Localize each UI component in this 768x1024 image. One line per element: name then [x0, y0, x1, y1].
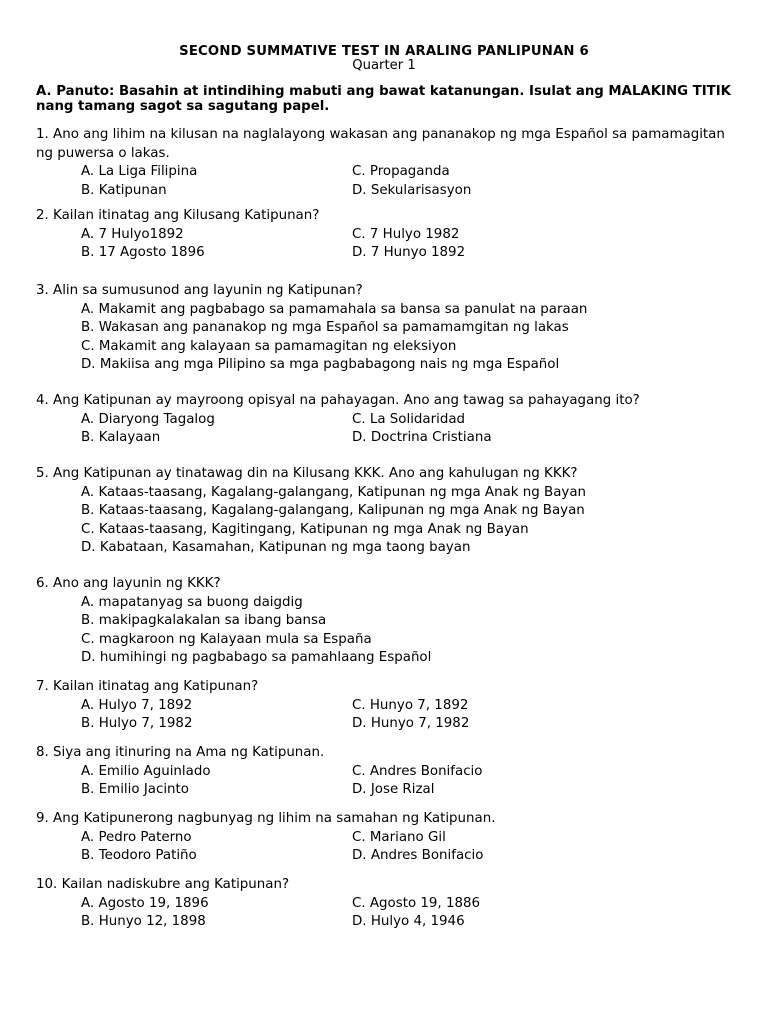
option-b: B. Katipunan [81, 182, 167, 198]
option-d: D. Andres Bonifacio [352, 848, 484, 863]
option-a: A. Hulyo 7, 1892 [81, 697, 193, 713]
option-a: A. 7 Hulyo1892 [81, 226, 184, 242]
option-c: C. 7 Hulyo 1982 [352, 226, 460, 242]
question-text: 1. Ano ang lihim na kilusan na naglalayong wakasan ang pananakop ng mga Español sa pamamagitan ng puwersa o lakas. [36, 127, 730, 161]
options [36, 484, 736, 558]
instructions: A. Panuto: Basahin at intindihing mabuti ang bawat katanungan. Isulat ang MALAKING TITIK nang tamang sagot sa sagutang papel. [36, 84, 731, 114]
options [36, 697, 736, 734]
page-subtitle: Quarter 1 [352, 58, 416, 73]
option-d: D. Sekularisasyon [352, 182, 472, 198]
question-9 [36, 810, 736, 866]
question-text: 2. Kailan itinatag ang Kilusang Katipunan? [36, 208, 320, 223]
question-text: 4. Ang Katipunan ay mayroong opisyal na pahayagan. Ano ang tawag sa pahayagang ito? [36, 393, 640, 408]
option-a: A. Pedro Paterno [81, 829, 192, 845]
question-7 [36, 678, 736, 734]
question-2 [36, 207, 736, 263]
option-b: B. Teodoro Patiño [81, 848, 197, 863]
option-b: B. 17 Agosto 1896 [81, 245, 205, 260]
options [36, 763, 736, 800]
option-a: A. Emilio Aguinlado [81, 763, 211, 779]
option-a: A. mapatanyag sa buong daigdig [81, 594, 303, 610]
option-a: A. Makamit ang pagbabago sa pamamahala sa bansa sa panulat na paraan [81, 301, 588, 317]
question-text: 9. Ang Katipunerong nagbunyag ng lihim na samahan ng Katipunan. [36, 811, 496, 826]
option-c: C. Agosto 19, 1886 [352, 895, 481, 911]
option-b: B. Hunyo 12, 1898 [81, 914, 206, 929]
option-c: C. La Solidaridad [352, 411, 466, 427]
options [36, 895, 736, 932]
option-c: C. Andres Bonifacio [352, 763, 483, 779]
question-5 [36, 465, 736, 558]
option-b: B. makipagkalakalan sa ibang bansa [81, 613, 327, 628]
question-8 [36, 744, 736, 800]
question-text: 10. Kailan nadiskubre ang Katipunan? [36, 877, 290, 892]
option-b: B. Wakasan ang pananakop ng mga Español sa pamamamgitan ng lakas [81, 320, 569, 335]
option-d: D. Kabataan, Kasamahan, Katipunan ng mga taong bayan [81, 540, 471, 555]
question-text: 3. Alin sa sumusunod ang layunin ng Katipunan? [36, 283, 363, 298]
option-a: A. Agosto 19, 1896 [81, 895, 209, 911]
option-b: B. Kalayaan [81, 430, 161, 445]
option-d: D. Hunyo 7, 1982 [352, 716, 470, 731]
option-d: D. Makiisa ang mga Pilipino sa mga pagbabagong nais ng mga Español [81, 357, 560, 372]
option-a: A. Kataas-taasang, Kagalang-galangang, Katipunan ng mga Anak ng Bayan [81, 484, 587, 500]
option-c: C. Makamit ang kalayaan sa pamamagitan ng eleksiyon [81, 338, 457, 354]
option-d: D. humihingi ng pagbabago sa pamahlaang Español [81, 650, 432, 665]
option-a: A. Diaryong Tagalog [81, 411, 215, 427]
question-6 [36, 575, 736, 668]
option-d: D. 7 Hunyo 1892 [352, 245, 466, 260]
options [36, 829, 736, 866]
question-10 [36, 876, 736, 932]
question-text: 6. Ano ang layunin ng KKK? [36, 576, 221, 591]
option-a: A. La Liga Filipina [81, 164, 198, 179]
question-text: 8. Siya ang itinuring na Ama ng Katipunan. [36, 745, 325, 760]
question-text: 5. Ang Katipunan ay tinatawag din na Kilusang KKK. Ano ang kahulugan ng KKK? [36, 466, 578, 481]
option-c: C. Hunyo 7, 1892 [352, 697, 469, 713]
option-c: C. magkaroon ng Kalayaan mula sa España [81, 631, 372, 647]
question-4 [36, 392, 736, 448]
options [36, 594, 736, 668]
option-b: B. Hulyo 7, 1982 [81, 716, 193, 731]
question-3 [36, 282, 736, 375]
options [36, 163, 736, 200]
option-d: D. Doctrina Cristiana [352, 430, 492, 445]
option-b: B. Kataas-taasang, Kagalang-galangang, Kalipunan ng mga Anak ng Bayan [81, 503, 585, 518]
options [36, 226, 736, 263]
question-text: 7. Kailan itinatag ang Katipunan? [36, 679, 259, 694]
options [36, 411, 736, 448]
option-d: D. Hulyo 4, 1946 [352, 914, 465, 929]
page-title: SECOND SUMMATIVE TEST IN ARALING PANLIPUNAN 6 [179, 44, 589, 59]
option-d: D. Jose Rizal [352, 782, 435, 797]
option-c: C. Mariano Gil [352, 829, 446, 845]
option-c: C. Kataas-taasang, Kagitingang, Katipunan ng mga Anak ng Bayan [81, 521, 529, 537]
option-c: C. Propaganda [352, 164, 450, 179]
question-1 [36, 126, 736, 200]
option-b: B. Emilio Jacinto [81, 782, 189, 797]
options [36, 301, 736, 375]
